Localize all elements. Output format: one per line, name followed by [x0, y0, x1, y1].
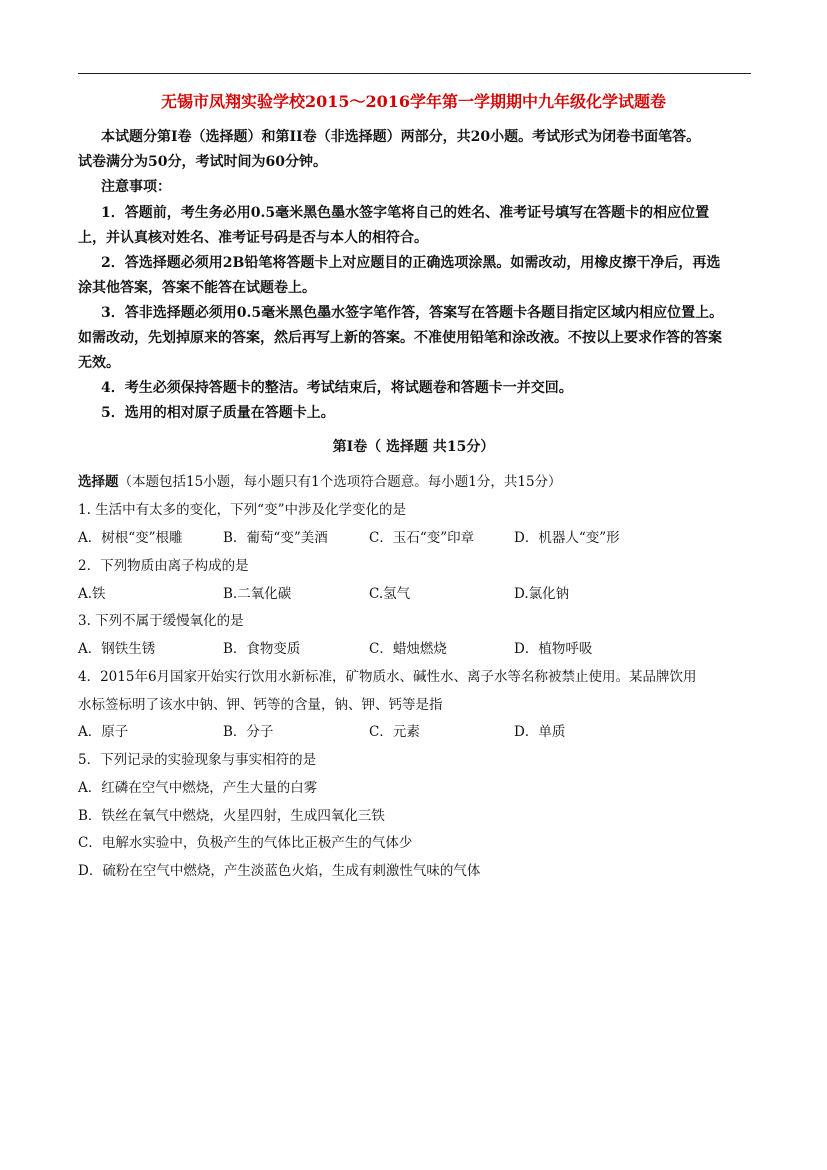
question-stem: 5．下列记录的实验现象与事实相符的是 [78, 752, 317, 768]
question-option: B．食物变质 [223, 641, 301, 657]
note-line: 上，并认真核对姓名、准考证号码是否与本人的相符合。 [78, 230, 428, 246]
notes-title: 注意事项： [101, 179, 171, 195]
note-line: 无效。 [78, 355, 120, 371]
page-title: 无锡市凤翔实验学校2015～2016学年第一学期期中九年级化学试题卷 [160, 92, 667, 111]
note-line: 1．答题前，考生务必用0.5毫米黑色墨水签字笔将自己的姓名、准考证号填写在答题卡的相应位置 [101, 205, 710, 221]
question-stem: 3. 下列不属于缓慢氧化的是 [78, 613, 244, 629]
question-option: C．元素 [369, 724, 420, 740]
question-option: B．分子 [223, 724, 274, 740]
intro-line-1: 本试题分第Ⅰ卷（选择题）和第II卷（非选择题）两部分，共20小题。考试形式为闭卷书面笔答。 [101, 129, 701, 145]
question-option: C．玉石“变”印章 [369, 530, 475, 546]
question-option: A．红磷在空气中燃烧，产生大量的白雾 [78, 780, 318, 796]
section-heading [78, 473, 562, 491]
question-option: C．蜡烛燃烧 [369, 641, 447, 657]
question-option: D．植物呼吸 [514, 641, 593, 657]
section-title: 第Ⅰ卷（ 选择题 共15分） [332, 439, 495, 455]
section-heading-desc: （本题包括15小题，每小题只有1个选项符合题意。每小题1分，共15分） [118, 474, 562, 490]
question-option: B.二氧化碳 [223, 586, 292, 602]
question-option: D．硫粉在空气中燃烧，产生淡蓝色火焰，生成有刺激性气味的气体 [78, 863, 481, 879]
note-line: 2．答选择题必须用2B铅笔将答题卡上对应题目的正确选项涂黑。如需改动，用橡皮擦干净后，再选 [101, 255, 721, 271]
note-line: 4．考生必须保持答题卡的整洁。考试结束后，将试题卷和答题卡一并交回。 [101, 380, 573, 396]
question-option: A．原子 [78, 724, 129, 740]
question-option: D．单质 [514, 724, 566, 740]
note-line: 涂其他答案，答案不能答在试题卷上。 [78, 280, 316, 296]
question-option: B．铁丝在氧气中燃烧，火星四射，生成四氧化三铁 [78, 808, 385, 824]
question-option: D．机器人“变”形 [514, 530, 620, 546]
question-option: A．钢铁生锈 [78, 641, 156, 657]
question-option: C．电解水实验中，负极产生的气体比正极产生的气体少 [78, 835, 413, 851]
question-option: A．树根“变”根雕 [78, 530, 183, 546]
note-line: 5．选用的相对原子质量在答题卡上。 [101, 405, 335, 421]
section-heading-label: 选择题 [78, 474, 119, 490]
question-option: D.氯化钠 [514, 586, 570, 602]
question-stem: 4．2015年6月国家开始实行饮用水新标准，矿物质水、碱性水、离子水等名称被禁止使用。某品牌饮用 [78, 669, 697, 685]
question-stem: 水标签标明了该水中钠、钾、钙等的含量，钠、钾、钙等是指 [78, 697, 443, 713]
question-stem: 2．下列物质由离子构成的是 [78, 558, 249, 574]
question-option: B．葡萄“变”美酒 [223, 530, 328, 546]
note-line: 如需改动，先划掉原来的答案，然后再写上新的答案。不准使用铅笔和涂改液。不按以上要求作答的答案 [78, 330, 722, 346]
question-stem: 1. 生活中有太多的变化，下列“变”中涉及化学变化的是 [78, 502, 406, 518]
question-option: A.铁 [78, 586, 106, 602]
note-line: 3．答非选择题必须用0.5毫米黑色墨水签字笔作答，答案写在答题卡各题目指定区域内相应位置上。 [101, 305, 724, 321]
header-rule [78, 73, 751, 74]
intro-line-2: 试卷满分为50分，考试时间为60分钟。 [78, 154, 327, 170]
question-option: C.氢气 [369, 586, 411, 602]
